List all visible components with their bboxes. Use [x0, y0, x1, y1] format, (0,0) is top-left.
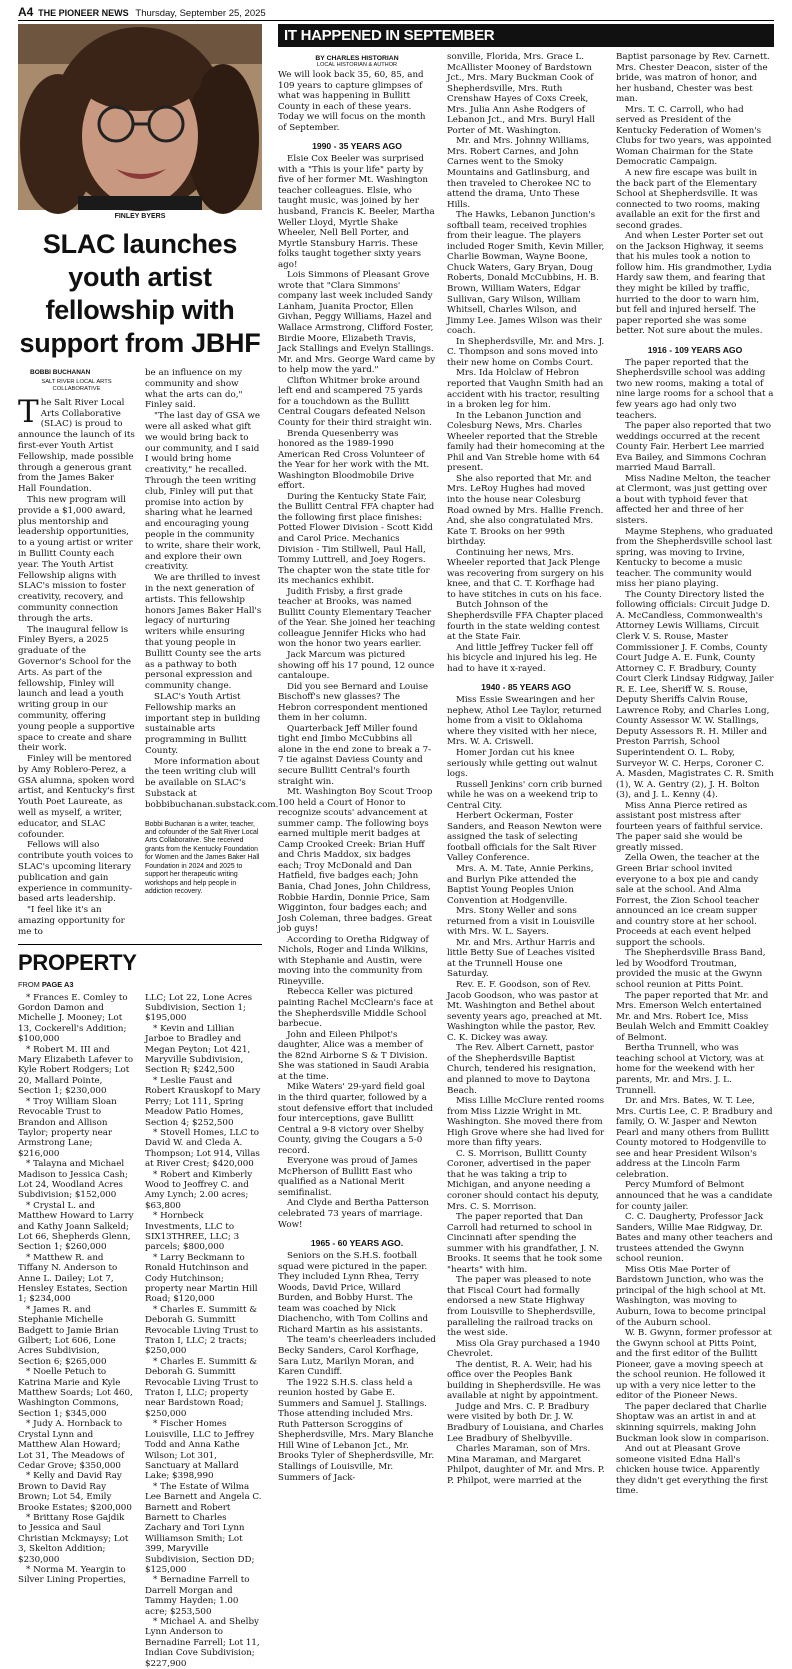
- property-entry: * Kevin and Lillian Jarboe to Bradley and Megan Peyton; Lot 421, Maryville Subdivision, Section R; $242,500: [145, 1023, 251, 1076]
- history-paragraph: She also reported that Mr. and Mrs. LeRoy Hughes had moved into the house near Colesburg Road owned by Mrs. Hallie French. And, she also congratulated Mrs. Kate T. Brooks on her 99th birthday.: [447, 473, 604, 548]
- history-paragraph: Miss Essie Swearingen and her nephew, Athol Lee Taylor, returned home from a visit to Oklahoma where they visited with her niece, Mrs. W. A. Criswell.: [447, 695, 602, 748]
- property-listings: [18, 993, 262, 1669]
- property-entry: * Larry Beckmann to Ronald Hutchinson and Cody Hutchinson; property near Martin Hill Road; $120,000: [145, 1252, 258, 1305]
- history-byline-role: LOCAL HISTORIAN & AUTHOR: [316, 62, 398, 68]
- history-paragraph: Baptist parsonage by Rev. Carnett. Mrs. Chester Deacon, sister of the bride, was matron of honor, and her husband, Chester was best man.: [616, 52, 770, 105]
- history-paragraph: Did you see Bernard and Louise Bischoff's new glasses? The Hebron correspondent mentioned them in her column.: [278, 681, 429, 724]
- history-paragraph: Miss Otis Mae Porter of Bardstown Junction, who was the principal of the high school at Mt. Washington, was moving to Auburn, Iowa to become principal of the Auburn school.: [616, 1264, 767, 1328]
- history-paragraph: The team's cheerleaders included Becky Sanders, Carol Korfhage, Sara Lutz, Marilyn Moran, and Karen Cundiff.: [278, 1335, 436, 1378]
- history-paragraph: Mr. and Mrs. Johnny Williams, Mrs. Robert Carnes, and John Carnes went to the Smoky Mountains and Gatlinsburg, and then traveled to Cherokee NC to attend the drama, Unto These Hills.: [447, 136, 591, 210]
- history-paragraph: Miss Nadine Melton, the teacher at Clermont, was just getting over a bout with typhoid fever that affected her and three of her sisters.: [616, 473, 771, 526]
- fellowship-byline-name: BOBBI BUCHANAN: [30, 369, 91, 376]
- portrait-illustration: [18, 24, 262, 210]
- history-paragraph: The paper reported that Mr. and Mrs. Emerson Welch entertained Mr. and Mrs. Robert Ice, Miss Beulah Welch and Emmitt Coakley of Belmont.: [616, 990, 769, 1043]
- history-paragraph: And when Lester Porter set out on the Jackson Highway, it seems that his mules took a notion to follow him. His grandmother, Lydia Hardy saw them, and fearing that they might be killed by traffic, hurried to the door to warn him, but fell and injured herself. The paper reported she was some better. Not sure about the mules.: [616, 231, 772, 337]
- issue-date: Thursday, September 25, 2025: [135, 8, 266, 19]
- fellowship-byline-role: SALT RIVER LOCAL ARTS COLLABORATIVE: [41, 378, 112, 392]
- property-col-1: [18, 993, 135, 1669]
- history-paragraph: C. S. Morrison, Bullitt County Coroner, advertised in the paper that he was taking a trip to Michigan, and anyone needing a coroner should contact his deputy, Mrs. C. S. Morrison.: [447, 1148, 600, 1212]
- history-col-1: [278, 52, 436, 1497]
- fellowship-paragraph: SLAC's Youth Artist Fellowship marks an important step in building sustainable arts programming in Bullitt County.: [145, 691, 261, 756]
- history-paragraph: Rev. E. F. Goodson, son of Rev. Jacob Goodson, who was pastor at Mt. Washington and Bethel about seventy years ago, preached at Mt. Washington while the pastor, Rev. C. K. Dickey was away.: [447, 980, 603, 1043]
- left-column: [18, 24, 279, 1669]
- page-header: [18, 5, 774, 21]
- history-paragraph: Lois Simmons of Pleasant Grove wrote that "Clara Simmons' company last week included Sandy Lanham, Juanita Proctor, Ellen Givhan, Peggy Williams, Hazel and Wallace Armstrong, Clifford Foster, Birdie Moore, Elizabeth Travis, Jack Stallings and Evelyn Stallings. Mr. and Mrs. George Ward came by to help mow the yard.": [278, 270, 436, 376]
- history-paragraph: Homer Jordan cut his knee seriously while getting out walnut logs.: [447, 748, 598, 780]
- history-col-3: [616, 52, 774, 1497]
- history-paragraph: And little Jeffrey Tucker fell off his bicycle and injured his leg. He had to have it x-rayed.: [447, 642, 597, 674]
- history-paragraph: C. C. Daugherty, Professor Jack Sanders, Willie Mae Ridgway, Dr. Bates and many other teachers and trustees attended the Gwynn school reunion.: [616, 1212, 773, 1265]
- right-column: [278, 24, 774, 1497]
- fellowship-paragraph: More information about the teen writing club will be available on SLAC's Substack at bobbibuchanan.substack.com.: [145, 756, 279, 810]
- history-paragraph: The dentist, R. A. Weir, had his office over the Peoples Bank building in Shepherdsville. He was available at night by appointment.: [447, 1359, 601, 1402]
- history-paragraph: Mt. Washington Boy Scout Troop 100 held a Court of Honor to recognize scouts' advancement at summer camp. The following boys earned multiple merit badges at Camp Crooked Creek: Brian Huff and Chris Maddox, six badges each; Troy McDonald and Dan Hatfield, five badges each; John Bania, Chad Jones, John Childress, Robbie Hardin, Donnie Price, Sam Wigginton, four badges each; and Josh Coleman, three badges. Great job guys!: [278, 787, 433, 935]
- history-paragraph: Butch Johnson of the Shepherdsville FFA Chapter placed fourth in the state welding contest at the State Fair.: [447, 600, 604, 643]
- history-paragraph: Mrs. T. C. Carroll, who had served as President of the Kentucky Federation of Women's Clubs for two years, was appointed Woman Chairman for the State Democratic Campaign.: [616, 104, 772, 168]
- history-paragraph: John and Eileen Philpot's daughter, Alice was a member of the 82nd Airborne S & T Division. She was stationed in Saudi Arabia at the time.: [278, 1029, 430, 1082]
- property-entry: * James R. and Stephanie Michelle Badgett to Jamie Brian Gilbert; Lot 606, Lone Acres Subdivision, Section 6; $265,000: [18, 1304, 119, 1367]
- history-paragraph: Charles Maraman, son of Mrs. Mina Maraman, and Margaret Philpot, daughter of Mr. and Mrs. P. P. Philpot, were married at the: [447, 1444, 605, 1486]
- jump-from-label: FROM: [18, 979, 40, 989]
- section-heading-1940: 1940 - 85 YEARS AGO: [481, 682, 571, 693]
- property-entry: * Judy A. Hornback to Crystal Lynn and Matthew Alan Howard; Lot 31, The Meadows of Cedar Grove; $350,000: [18, 1419, 125, 1471]
- drop-cap: T: [18, 393, 39, 430]
- history-paragraph: The 1922 S.H.S. class held a reunion hosted by Gabe E. Summers and Samuel J. Stallings. Those attending included Mrs. Ruth Patterson Scroggins of Shepherdsville, Mrs. Mary Blanche Hill Wine of Lebanon Jct., Mr. Brooks Tyler of Shepherdsville, Mr. Stallings of Louisville, Mr. Summers of Jack-: [278, 1377, 435, 1483]
- history-paragraph: In Shepherdsville, Mr. and Mrs. J. C. Thompson and sons moved into their new home on Combs Court.: [447, 336, 605, 368]
- history-paragraph: Quarterback Jeff Miller found tight end Jimbo McCubbins all alone in the end zone to break a 7-7 tie against Daviess County and secure Bullitt Central's fourth straight win.: [278, 723, 432, 787]
- history-col-2: [447, 52, 605, 1497]
- property-entry: * Hornbeck Investments, LLC to SIX13THREE, LLC; 3 parcels; $800,000: [145, 1211, 240, 1253]
- history-intro: We will look back 35, 60, 85, and 109 years to capture glimpses of what was happening in Bullitt County in each of these years. Today we will focus on the month of September.: [278, 70, 426, 133]
- history-paragraph: Zella Owen, the teacher at the Green Briar school invited everyone to a box pie and candy sale at the school. And Alma Forrest, the Zion School teacher announced an ice cream supper and country store at her school. Proceeds at each event helped support the schools.: [616, 853, 760, 948]
- history-paragraph: In the Lebanon Junction and Colesburg News, Mrs. Charles Wheeler reported that the Streble family had their homecoming at the Phil and Van Streble home with 64 present.: [447, 410, 605, 474]
- history-paragraph: The paper reported that the Shepherdsville school was adding two new rooms, making a total of nine large rooms for a school that a few years ago had only two teachers.: [616, 357, 774, 421]
- section-heading-1916: 1916 - 109 YEARS AGO: [647, 344, 743, 355]
- fellowship-paragraph: "The last day of GSA we were all asked what gift we would bring back to our community, and I said I would bring home creativity," he recalled. Through the teen writing club, Finley will put that promise into action by sharing what he learned and encouraging young people in the community to write, share their work, and explore their own creativity.: [145, 411, 262, 573]
- history-paragraph: Judith Frisby, a first grade teacher at Brooks, was named Bullitt County Elementary Teacher of the Year. She joined her teaching colleague Jennifer Hicks who had won the honor two years earlier.: [278, 586, 436, 650]
- fellowship-col-2: [145, 368, 279, 938]
- history-paragraph: The Hawks, Lebanon Junction's softball team, received trophies from their league. The players included Roger Smith, Kevin Miller, Charlie Bowman, Wayne Boone, Chuck Waters, Gary Bryan, Doug Roberts, Donald McCubbins, H. B. Brown, William Waters, Edgar Sullivan, Gary Wilson, William Whitsell, Charles Wilson, and Jimmy Lee. James Wilson was their coach.: [447, 210, 605, 337]
- fellowship-col-1: [18, 368, 135, 938]
- fellowship-paragraph: Finley will be mentored by Amy Roblero-Perez, a GSA alumna, spoken word artist, and Kentucky's first Youth Poet Laureate, as well as myself, a writer, educator, and SLAC cofounder.: [18, 754, 135, 840]
- history-paragraph: Continuing her news, Mrs. Wheeler reported that Jack Plenge was recovering from surgery on his knee, and that C. T. Korfhage had to have stitches in cuts on his face.: [447, 547, 604, 600]
- property-entry: * Bernadine Farrell to Darrell Morgan and Tammy Hayden; 1.00 acre; $253,500: [145, 1575, 250, 1617]
- history-paragraph: Everyone was proud of James McPherson of Bullitt East who qualified as a National Merit semifinalist.: [278, 1156, 418, 1198]
- property-entry: * Charles E. Summitt & Deborah G. Summitt Revocable Living Trust to Traton I, LLC; 2 tracts; $250,000: [145, 1304, 259, 1357]
- property-entry: * Troy William Sloan Revocable Trust to Brandon and Allison Taylor; property near Armstrong Lane; $216,000: [18, 1096, 117, 1159]
- fellowship-paragraph: Fellows will also contribute youth voices to SLAC's upcoming literary publication and gain experience in community-based arts leadership.: [18, 840, 134, 905]
- section-heading-1990: 1990 - 35 YEARS AGO: [312, 141, 402, 152]
- history-paragraph: The paper also reported that two weddings occurred at the recent County Fair. Herbert Lee married Eva Bailey, and Simmons Cochran married Maud Barrall.: [616, 421, 771, 474]
- property-entry: * Matthew R. and Tiffany N. Anderson to Anne L. Dailey; Lot 7, Hensley Estates, Section 1; $234,000: [18, 1252, 128, 1305]
- history-byline-name: BY CHARLES HISTORIAN: [315, 55, 399, 62]
- history-article: [278, 52, 774, 1497]
- history-paragraph: Bertha Trunnell, who was teaching school at Victory, was at home for the weekend with her parents, Mr. and Mrs. J. L. Trunnell.: [616, 1043, 764, 1096]
- property-entry: * The Estate of Wilma Lee Barnett and Angela C. Barnett and Robert Barnett to Charles Zachary and Tori Lynn Williamson Smith; Lot 399, Maryville Subdivision, Section DD; $125,000: [145, 1481, 262, 1575]
- property-entry: * Frances E. Comley to Gordon Damon and Michelle J. Mooney; Lot 13, Cockerell's Addition; $100,000: [18, 992, 128, 1045]
- history-paragraph: The Shepherdsville Brass Band, led by Woodford Troutman, provided the music at the Gwynn school reunion at Pitts Point.: [616, 948, 766, 991]
- property-entry: * Talayna and Michael Madison to Jessica Cash; Lot 24, Woodland Acres Subdivision; $152,000: [18, 1159, 128, 1201]
- property-entry: * Crystal L. and Matthew Howard to Larry and Kathy Joann Salkeld; Lot 66, Shepherds Glenn, Section 1; $260,000: [18, 1200, 134, 1253]
- property-col-2: [145, 993, 262, 1669]
- section-heading-1965: 1965 - 60 YEARS AGO.: [310, 1238, 404, 1249]
- history-paragraph: Miss Lillie McClure rented rooms from Miss Lizzie Wright in Mt. Washington. She moved there from High Grove where she had lived for more than fifty years.: [447, 1096, 605, 1149]
- history-paragraph: According to Oretha Ridgway of Nichols, Roger and Linda Wilkins, with Stephanie and Austin, were moving into the community from Rineyville.: [278, 934, 429, 987]
- history-paragraph: Mike Waters' 29-yard field goal in the third quarter, followed by a stout defensive effort that included four interceptions, gave Bullitt Central a 9-8 victory over Shelby County, giving the Cougars a 5-0 record.: [278, 1082, 434, 1156]
- history-paragraph: Miss Ola Gray purchased a 1940 Chevrolet.: [447, 1338, 601, 1360]
- jump-from-page: PAGE A3: [41, 979, 74, 989]
- history-paragraph: Herbert Ockerman, Foster Sanders, and Reason Newton were assigned the task of selecting football officials for the Salt River Valley Conference.: [447, 811, 602, 864]
- property-section-title: PROPERTY: [18, 944, 262, 975]
- fellowship-article: [18, 368, 279, 938]
- history-paragraph: Judge and Mrs. C. P. Bradbury were visited by both Dr. J. W. Bradbury of Louisiana, and Charles Lee Bradbury of Shelbyville.: [447, 1401, 604, 1444]
- property-entry: * Kelly and David Ray Brown to David Ray Brown; Lot 54, Emily Brooke Estates; $200,000: [18, 1471, 132, 1513]
- property-entry: * Robert and Kimberly Wood to Jeoffrey C. and Amy Lynch; 2.00 acres; $63,800: [145, 1169, 253, 1211]
- history-paragraph: Jack Marcum was pictured showing off his 17 pound, 12 ounce cantaloupe.: [278, 649, 435, 682]
- history-paragraph: Russell Jenkins' corn crib burned while he was on a weekend trip to Central City.: [447, 779, 603, 811]
- property-entry: * Fischer Homes Louisville, LLC to Jeffrey Todd and Anna Kathe Wilson; Lot 301, Sanctuary at Mallard Lake; $398,990: [145, 1419, 255, 1482]
- portrait-photo: [18, 24, 262, 210]
- history-paragraph: The Rev. Albert Carnett, pastor of the Shepherdsville Baptist Church, tendered his resignation, and planned to move to Daytona Beach.: [447, 1043, 596, 1096]
- history-paragraph: Percy Mumford of Belmont announced that he was a candidate for county jailer.: [616, 1180, 773, 1212]
- history-paragraph: Dr. and Mrs. Bates, W. T. Lee, Mrs. Curtis Lee, C. P. Bradbury and family, O. W. Jasper and Newton Pearl and many others from Bullitt County motored to Hodgenville to see and hear President Wilson's address at the Lincoln Farm celebration.: [616, 1096, 773, 1180]
- fellowship-paragraph: be an influence on my community and show what the arts can do," Finley said.: [145, 368, 243, 411]
- history-paragraph: Mrs. A. M. Tate, Annie Perkins, and Burlyn Pike attended the Baptist Young Peoples Union Convention at Hodgenville.: [447, 864, 594, 906]
- history-paragraph: And Clyde and Bertha Patterson celebrated 73 years of marriage. Wow!: [278, 1198, 429, 1230]
- property-entry: LLC; Lot 22, Lone Acres Subdivision, Section 1; $195,000: [145, 992, 253, 1024]
- property-entry: * Noelle Petuch to Katrina Marie and Kyle Matthew Soards; Lot 460, Washington Commons, Section 1; $345,000: [18, 1367, 133, 1419]
- photo-caption: FINLEY BYERS: [114, 213, 166, 220]
- property-entry: * Michael A. and Shelby Lynn Anderson to Bernadine Farrell; Lot 11, Indian Cove Subdivision; $227,900: [145, 1617, 260, 1669]
- fellowship-paragraph: The inaugural fellow is Finley Byers, a 2025 graduate of the Governor's School for the Arts. As part of the fellowship, Finley will launch and lead a youth writing group in our community, offering young people a supportive space to create and share their work.: [18, 624, 135, 754]
- property-entry: * Stovell Homes, LLC to David W. and Cleda A. Thompson; Lot 914, Villas at River Crest; $420,000: [145, 1127, 260, 1170]
- fellowship-paragraph: he Salt River Local Arts Collaborative (SLAC) is proud to announce the launch of its first-ever Youth Artist Fellowship, made possible through a generous grant from the James Baker Hall Foundation.: [18, 397, 135, 495]
- newspaper-name: THE PIONEER NEWS: [38, 8, 129, 18]
- history-paragraph: W. B. Gwynn, former professor at the Gwynn school at Pitts Point, and the first editor of the Bullitt Pioneer, gave a moving speech at the school reunion. He followed it up with a very nice letter to the editor of the Pioneer News.: [616, 1328, 772, 1402]
- jump-from: [18, 980, 262, 989]
- property-entry: * Charles E. Summitt & Deborah G. Summitt Revocable Living Trust to Traton I, LLC; property near Bardstown Road; $250,000: [145, 1356, 259, 1419]
- history-paragraph: Clifton Whitmer broke around left end and scampered 75 yards for a touchdown as the Bullitt Central Cougars defeated Nelson County for their third straight win.: [278, 375, 432, 428]
- property-entry: * Leslie Faust and Robert Krauskopf to Mary Perry; Lot 111, Spring Meadow Patio Homes, Section 4; $252,500: [145, 1075, 261, 1128]
- property-entry: * Robert M. III and Mary Elizabeth Lafever to Kyle Robert Rodgers; Lot 20, Mallard Pointe, Section 1; $230,000: [18, 1044, 134, 1097]
- history-paragraph: Mrs. Ida Holclaw of Hebron reported that Vaughn Smith had an accident with his tractor, resulting in a broken leg for him.: [447, 368, 604, 411]
- history-paragraph: The paper reported that Dan Carroll had returned to school in Cincinnati after spending the summer with his grandfather, J. N. Brooks. It seems that he took some "hearts" with him.: [447, 1212, 603, 1275]
- history-paragraph: The County Directory listed the following officials: Circuit Judge D. A. McCandless, Commonwealth's Attorney Lewis Williams, Circuit Clerk V. S. Rouse, Master Commissioner J. F. Combs, County Court Judge A. E. Funk, County Attorney C. F. Bradbury, County Court Clerk Lindsay Ridgway, Jailer R. E. Lee, Sheriff W. S. Rouse, Deputy Sheriffs Calvin Rouse, Lawrence Roby, and Charles Long, County Assessor W. W. Stallings, Deputy Assessors R. H. Miller and Preston Parrish, School Superintendent O. L. Roby, Surveyor W. C. Herps, Coroner C. A. Masden, Magistrates C. R. Smith (1), W. A. Gentry (2), J. H. Bolton (3), and J. L. Kenny (4).: [616, 589, 774, 801]
- author-bio: Bobbi Buchanan is a writer, teacher, and cofounder of the Salt River Local Arts Collaborative. She received grants from the Kentucky Foundation for Women and the James Baker Hall Foundation in 2024 and 2025 to support her therapeutic writing workshops and help people in addiction recovery.: [145, 820, 260, 895]
- history-paragraph: Miss Anna Pierce retired as assistant post mistress after fourteen years of faithful service. The paper said she would be greatly missed.: [616, 800, 763, 853]
- history-paragraph: Mr. and Mrs. Arthur Harris and little Betty Sue of Leaches visited at the Trunnell House one Saturday.: [447, 937, 596, 980]
- property-entry: * Brittany Rose Gajdik to Jessica and Saul Christian Mckmaysy; Lot 3, Skelton Addition; $230,000: [18, 1512, 129, 1565]
- history-paragraph: A new fire escape was built in the back part of the Elementary School at Shepherdsville. It was connected to two rooms, making available an exit for the first and second grades.: [616, 168, 761, 231]
- fellowship-paragraph: "I feel like it's an amazing opportunity for me to: [18, 905, 125, 937]
- property-entry: * Norma M. Yeargin to Silver Lining Properties,: [18, 1564, 127, 1586]
- history-paragraph: During the Kentucky State Fair, the Bullitt Central FFA chapter had the following first place finishes: Potted Flower Division - Scott Kidd and Carol Price. Mechanics Division - Tim Stillwell, Paul Hall, Tommy Luttrell, and Joey Rogers. The chapter won the state title for its mechanics exhibit.: [278, 491, 435, 587]
- history-paragraph: Elsie Cox Beeler was surprised with a "This is your life" party by five of her former Mt. Washington teacher colleagues. Elsie, who taught music, was joined by her husband, Francis K. Beeler, Martha Weller Lloyd, Myrtle Shake Wheeler, Nell Bell Porter, and Myrtle Stansbury Harris. These folks taught together sixty years ago!: [278, 154, 435, 270]
- page-number: A4: [18, 5, 34, 19]
- history-paragraph: Seniors on the S.H.S. football squad were pictured in the paper. They included Lynn Rhea, Terry Woods, David Price, Willard Burden, and Bobby Hurst. The team was coached by Nick Diachencho, with Tom Collins and Richard Martin as his assistants.: [278, 1251, 429, 1335]
- history-paragraph: Mrs. Stony Weller and sons returned from a visit in Louisville with Mrs. W. L. Sayers.: [447, 906, 595, 938]
- fellowship-paragraph: We are thrilled to invest in the next generation of artists. This fellowship honors James Baker Hall's legacy of nurturing writers while ensuring that young people in Bullitt County see the arts as a pathway to both personal expression and community change.: [145, 573, 262, 692]
- history-paragraph: And out at Pleasant Grove someone visited Edna Hall's chicken house twice. Apparently they didn't get everything the first time.: [616, 1444, 768, 1497]
- fellowship-headline: SLAC launches youth artist fellowship with support from JBHF: [19, 229, 261, 358]
- history-paragraph: Mayme Stephens, who graduated from the Shepherdsville school last spring, was moving to Irvine, Kentucky to become a music teacher. The community would miss her piano playing.: [616, 526, 774, 590]
- history-paragraph: The paper declared that Charlie Shoptaw was an artist in and at skinning squirrels, making John Buckman look slow in comparison.: [616, 1401, 769, 1444]
- history-paragraph: sonville, Florida, Mrs. Grace L. McAllister Mooney of Bardstown Jct., Mrs. Mary Buckman Cook of Shepherdsville, Mrs. Ruth Crenshaw Hayes of Coxs Creek, Mrs. Julia Ann Ashe Rodgers of Lebanon Jct., and Mrs. Buryl Hall Porter of Mt. Washington.: [447, 52, 595, 136]
- history-paragraph: Rebecca Keller was pictured painting Rachel McClearn's face at the Shepherdsville Middle School barbecue.: [278, 987, 434, 1030]
- history-paragraph: The paper was pleased to note that Fiscal Court had formally endorsed a new State Highway from Louisville to Shepherdsville, paralleling the railroad tracks on the west side.: [447, 1275, 596, 1339]
- fellowship-paragraph: This new program will provide a $1,000 award, plus mentorship and leadership opportunities, to a young artist or writer in Bullitt County each year. The Youth Artist Fellowship aligns with SLAC's mission to foster creativity, recovery, and community connection through the arts.: [18, 494, 133, 624]
- history-banner: IT HAPPENED IN SEPTEMBER: [278, 24, 774, 47]
- history-paragraph: Brenda Quesenberry was honored as the 1989-1990 American Red Cross Volunteer of the Year for her work with the Mt. Washington Bloodmobile Drive effort.: [278, 428, 430, 492]
